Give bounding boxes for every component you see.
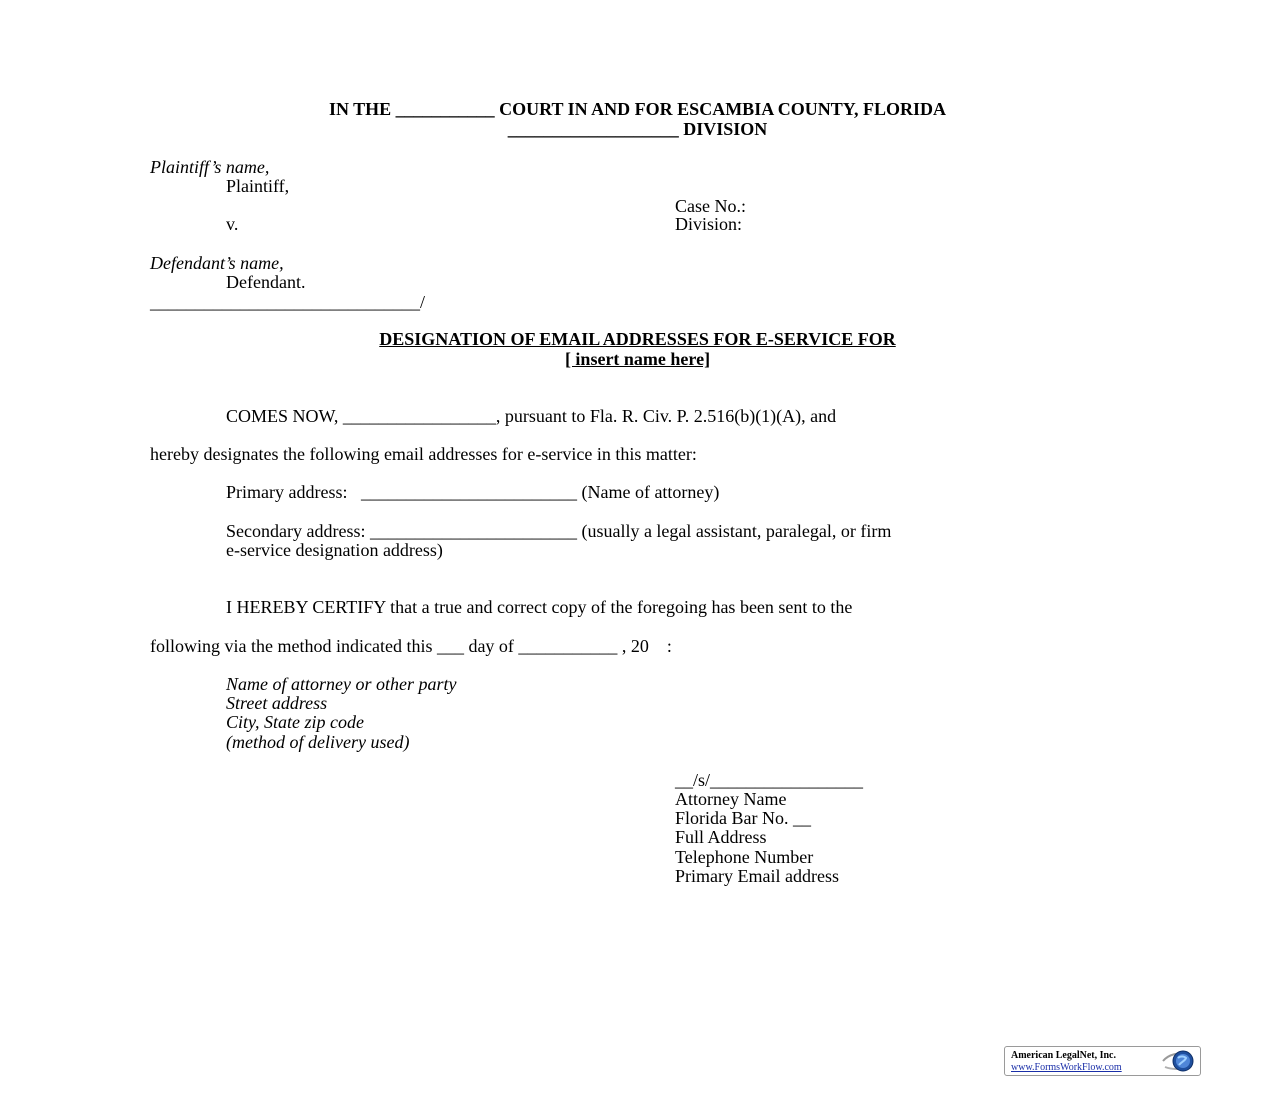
signature-line: __/s/_________________	[675, 770, 864, 790]
designates-line: hereby designates the following email addresses for e-service in this matter:	[150, 444, 697, 464]
defendant-label: Defendant.	[226, 272, 306, 292]
plaintiff-label: Plaintiff,	[226, 176, 290, 196]
primary-email: Primary Email address	[675, 866, 839, 886]
recipient-city: City, State zip code	[226, 712, 364, 732]
recipient-street: Street address	[226, 693, 328, 713]
court-header-line1: IN THE ___________ COURT IN AND FOR ESCAMBIA COUNTY, FLORIDA	[328, 99, 947, 119]
certify-line: I HEREBY CERTIFY that a true and correct copy of the foregoing has been sent to the	[226, 597, 853, 617]
versus: v.	[226, 214, 239, 234]
recipient-name: Name of attorney or other party	[226, 674, 457, 694]
footer-logo[interactable]	[1004, 1046, 1201, 1076]
comes-now-paragraph: COMES NOW, _________________, pursuant to Fla. R. Civ. P. 2.516(b)(1)(A), and	[226, 406, 837, 426]
logo-url-link[interactable]: www.FormsWorkFlow.com	[1011, 1062, 1122, 1073]
caption-closing-line: ______________________________/	[150, 292, 426, 312]
secondary-address-line: Secondary address: _______________________ (usually a legal assistant, paralegal, or firm	[226, 521, 892, 541]
case-number-label: Case No.:	[675, 196, 746, 216]
florida-bar-number: Florida Bar No. __	[675, 808, 811, 828]
plaintiff-name: Plaintiff’s name,	[150, 157, 270, 177]
division-label: Division:	[675, 214, 743, 234]
certify-date-line: following via the method indicated this ___ day of ___________ , 20 :	[150, 636, 672, 656]
secondary-address-line2: e-service designation address)	[226, 540, 443, 560]
globe-icon	[1161, 1048, 1197, 1074]
attorney-name: Attorney Name	[675, 789, 787, 809]
telephone-number: Telephone Number	[675, 847, 814, 867]
defendant-name: Defendant’s name,	[150, 253, 284, 273]
recipient-delivery-method: (method of delivery used)	[226, 732, 410, 752]
logo-company-name: American LegalNet, Inc.	[1011, 1050, 1116, 1061]
document-title: DESIGNATION OF EMAIL ADDRESSES FOR E-SERVICE FOR	[379, 329, 896, 349]
court-header-line2: ___________________ DIVISION	[507, 119, 768, 139]
primary-address-line: Primary address: ________________________ (Name of attorney)	[226, 482, 720, 502]
full-address: Full Address	[675, 827, 767, 847]
document-title-name: [ insert name here]	[564, 349, 711, 369]
